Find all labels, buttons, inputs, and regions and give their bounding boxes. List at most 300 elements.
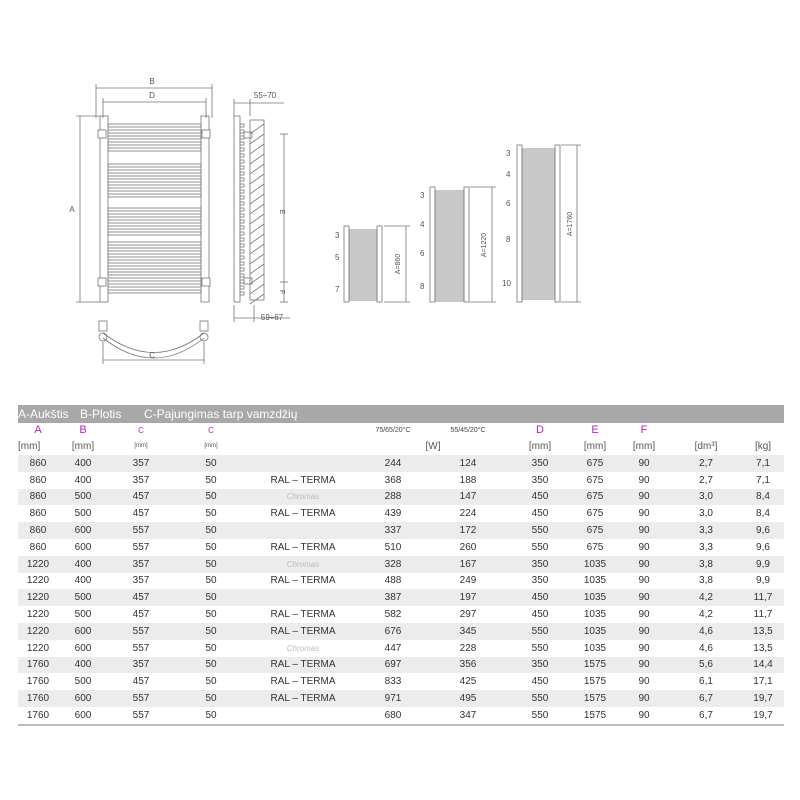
- wall-hatch-line: [250, 264, 264, 274]
- cell-power-55: 167: [428, 556, 508, 573]
- title-width: B-Plotis: [80, 407, 122, 421]
- cell-volume: 3,8: [670, 573, 742, 590]
- cell-connection: 557: [108, 690, 174, 707]
- cell-type: [248, 589, 358, 606]
- cell-c-value: 50: [174, 522, 248, 539]
- cell-height: 1220: [18, 640, 58, 657]
- cell-d: 550: [508, 522, 572, 539]
- cell-d: 350: [508, 556, 572, 573]
- cell-volume: 3,3: [670, 539, 742, 556]
- radiator-bar: [108, 124, 201, 127]
- cell-weight: 8,4: [742, 489, 784, 506]
- radiator-bar: [240, 274, 244, 277]
- cell-type: RAL – TERMA: [248, 573, 358, 590]
- cell-width: 600: [58, 690, 108, 707]
- v1760-mark-3: 3: [506, 149, 511, 158]
- cell-width: 400: [58, 455, 108, 472]
- front-view: [76, 84, 212, 364]
- cell-weight: 13,5: [742, 640, 784, 657]
- cell-e: 1035: [572, 556, 618, 573]
- cell-connection: 357: [108, 472, 174, 489]
- cell-power-75: 288: [358, 489, 428, 506]
- table-row: [18, 556, 784, 573]
- radiator-bar: [240, 142, 244, 145]
- header-c2: C: [208, 425, 214, 435]
- cell-weight: 9,6: [742, 522, 784, 539]
- cell-connection: 457: [108, 673, 174, 690]
- cell-height: 1220: [18, 623, 58, 640]
- cell-height: 1220: [18, 573, 58, 590]
- cell-weight: 11,7: [742, 589, 784, 606]
- wall-hatch-line: [250, 284, 264, 294]
- cell-type: Chromas: [248, 556, 358, 573]
- cell-volume: 2,7: [670, 472, 742, 489]
- radiator-bar: [522, 277, 555, 279]
- radiator-bar: [108, 248, 201, 251]
- cell-height: 1760: [18, 657, 58, 674]
- table-row: [18, 640, 784, 657]
- cell-power-55: 297: [428, 606, 508, 623]
- wall-hatch-line: [250, 214, 264, 224]
- cell-width: 600: [58, 640, 108, 657]
- cell-f: 90: [618, 623, 670, 640]
- cell-f: 90: [618, 455, 670, 472]
- cell-power-55: 495: [428, 690, 508, 707]
- radiator-bar: [240, 286, 244, 289]
- title-height: A-Aukštis: [18, 407, 69, 421]
- radiator-bar: [240, 232, 244, 235]
- cell-d: 450: [508, 673, 572, 690]
- radiator-bar: [240, 178, 244, 181]
- cell-height: 1760: [18, 707, 58, 724]
- cell-connection: 557: [108, 707, 174, 724]
- radiator-bar: [522, 269, 555, 271]
- radiator-bar: [435, 279, 464, 281]
- label-a: A: [69, 205, 75, 214]
- unit-w: [W]: [425, 440, 441, 452]
- cell-f: 90: [618, 589, 670, 606]
- radiator-bar: [522, 173, 555, 175]
- radiator-bar: [435, 243, 464, 245]
- cell-connection: 457: [108, 589, 174, 606]
- radiator-bar: [108, 188, 201, 191]
- cell-d: 350: [508, 573, 572, 590]
- cell-f: 90: [618, 522, 670, 539]
- radiator-bar: [349, 262, 377, 264]
- cell-volume: 6,7: [670, 690, 742, 707]
- radiator-bar: [240, 292, 244, 295]
- cell-volume: 4,6: [670, 640, 742, 657]
- v860-mark-3: 3: [335, 231, 340, 240]
- radiator-bar: [522, 261, 555, 263]
- cell-power-75: 833: [358, 673, 428, 690]
- cell-e: 1575: [572, 707, 618, 724]
- radiator-bar: [522, 161, 555, 163]
- cell-d: 350: [508, 472, 572, 489]
- cell-width: 500: [58, 505, 108, 522]
- cell-power-55: 347: [428, 707, 508, 724]
- cell-weight: 11,7: [742, 606, 784, 623]
- radiator-bar: [522, 149, 555, 151]
- radiator-bar: [522, 233, 555, 235]
- radiator-bar: [522, 185, 555, 187]
- radiator-bar: [349, 258, 377, 260]
- radiator-bar: [240, 226, 244, 229]
- radiator-bar: [349, 266, 377, 268]
- cell-d: 550: [508, 539, 572, 556]
- cell-connection: 357: [108, 657, 174, 674]
- radiator-bar: [349, 282, 377, 284]
- radiator-bar: [108, 208, 201, 211]
- cell-power-55: 224: [428, 505, 508, 522]
- cell-power-75: 439: [358, 505, 428, 522]
- cell-width: 400: [58, 556, 108, 573]
- radiator-bar: [435, 191, 464, 193]
- radiator-bar: [435, 251, 464, 253]
- cell-d: 450: [508, 489, 572, 506]
- cell-e: 1035: [572, 606, 618, 623]
- radiator-bar: [522, 249, 555, 251]
- cell-type: RAL – TERMA: [248, 539, 358, 556]
- cell-type: RAL – TERMA: [248, 673, 358, 690]
- cell-e: 1035: [572, 573, 618, 590]
- radiator-bar: [522, 293, 555, 295]
- cell-connection: 557: [108, 623, 174, 640]
- radiator-bar: [240, 238, 244, 241]
- table-row: [18, 573, 784, 590]
- header-v: [670, 423, 742, 437]
- cell-width: 500: [58, 589, 108, 606]
- radiator-bar: [349, 238, 377, 240]
- cell-weight: 14,4: [742, 657, 784, 674]
- wall-hatch-line: [250, 144, 264, 154]
- cell-height: 1220: [18, 606, 58, 623]
- spec-table: [18, 405, 784, 726]
- radiator-bar: [349, 278, 377, 280]
- cell-c-value: 50: [174, 556, 248, 573]
- cell-power-75: 337: [358, 522, 428, 539]
- cell-height: 860: [18, 489, 58, 506]
- cell-width: 500: [58, 673, 108, 690]
- radiator-bar: [435, 211, 464, 213]
- radiator-bar: [240, 130, 244, 133]
- unit-d: [mm]: [528, 440, 552, 452]
- radiator-bar: [108, 232, 201, 235]
- unit-c1: [mm]: [134, 443, 148, 449]
- table-row: [18, 690, 784, 707]
- cell-c-value: 50: [174, 640, 248, 657]
- radiator-bar: [435, 283, 464, 285]
- label-c: C: [149, 351, 155, 360]
- v1760-mark-4: 4: [506, 170, 511, 179]
- radiator-bar: [522, 157, 555, 159]
- wall-hatch-line: [250, 234, 264, 244]
- cell-c-value: 50: [174, 505, 248, 522]
- cell-weight: 9,9: [742, 573, 784, 590]
- wall-hatch-line: [250, 244, 264, 254]
- cell-e: 675: [572, 455, 618, 472]
- cell-type: RAL – TERMA: [248, 505, 358, 522]
- cell-c-value: 50: [174, 657, 248, 674]
- radiator-bar: [240, 160, 244, 163]
- radiator-bar: [522, 177, 555, 179]
- cell-d: 450: [508, 505, 572, 522]
- table-row: [18, 673, 784, 690]
- cell-power-75: 680: [358, 707, 428, 724]
- v1220-mark-6: 6: [420, 249, 425, 258]
- label-d: D: [149, 91, 155, 100]
- cell-power-55: 356: [428, 657, 508, 674]
- radiator-bar: [435, 219, 464, 221]
- cell-height: 860: [18, 472, 58, 489]
- radiator-bar: [108, 148, 201, 151]
- radiator-bar: [435, 223, 464, 225]
- cell-e: 675: [572, 505, 618, 522]
- wall-hatch-line: [250, 294, 264, 304]
- cell-height: 860: [18, 522, 58, 539]
- radiator-bar: [349, 290, 377, 292]
- table-row: [18, 589, 784, 606]
- unit-v: [dm³]: [694, 440, 718, 452]
- radiator-bar: [240, 148, 244, 151]
- radiator-bar: [435, 207, 464, 209]
- radiator-bar: [240, 280, 244, 283]
- cell-volume: 3,8: [670, 556, 742, 573]
- cell-power-55: 172: [428, 522, 508, 539]
- header-e: E: [591, 424, 599, 436]
- cell-height: 1760: [18, 690, 58, 707]
- cell-weight: 7,1: [742, 472, 784, 489]
- radiator-bar: [522, 205, 555, 207]
- cell-power-75: 676: [358, 623, 428, 640]
- label-f: F: [278, 289, 285, 295]
- v1220-height: A=1220: [481, 232, 488, 258]
- cell-power-75: 582: [358, 606, 428, 623]
- wall-hatch-line: [250, 154, 264, 164]
- cell-f: 90: [618, 673, 670, 690]
- radiator-bar: [522, 153, 555, 155]
- cell-type: RAL – TERMA: [248, 606, 358, 623]
- cell-type: RAL – TERMA: [248, 657, 358, 674]
- radiator-bar: [435, 263, 464, 265]
- cell-type: RAL – TERMA: [248, 472, 358, 489]
- cell-width: 600: [58, 707, 108, 724]
- v860-mark-5: 5: [335, 253, 340, 262]
- cell-connection: 457: [108, 606, 174, 623]
- spec-data-table: [18, 423, 784, 724]
- cell-connection: 557: [108, 539, 174, 556]
- cell-weight: 9,9: [742, 556, 784, 573]
- cell-f: 90: [618, 657, 670, 674]
- cell-power-55: 260: [428, 539, 508, 556]
- cell-height: 1760: [18, 673, 58, 690]
- table-row: [18, 606, 784, 623]
- radiator-bar: [522, 245, 555, 247]
- v1760-mark-8: 8: [506, 235, 511, 244]
- cell-c-value: 50: [174, 589, 248, 606]
- cell-weight: 7,1: [742, 455, 784, 472]
- cell-weight: 8,4: [742, 505, 784, 522]
- radiator-bar: [522, 201, 555, 203]
- cell-d: 550: [508, 623, 572, 640]
- cell-c-value: 50: [174, 489, 248, 506]
- radiator-bar: [108, 278, 201, 281]
- cell-e: 675: [572, 539, 618, 556]
- table-row: [18, 657, 784, 674]
- cell-width: 600: [58, 539, 108, 556]
- v860-mark-7: 7: [335, 285, 340, 294]
- radiator-bar: [349, 254, 377, 256]
- radiator-bar: [435, 203, 464, 205]
- cell-type: Chromas: [248, 640, 358, 657]
- radiator-bar: [240, 214, 244, 217]
- wall-hatch-line: [250, 194, 264, 204]
- radiator-bar: [240, 244, 244, 247]
- v1220-mark-8: 8: [420, 282, 425, 291]
- cell-f: 90: [618, 606, 670, 623]
- cell-height: 860: [18, 539, 58, 556]
- radiator-bar: [522, 181, 555, 183]
- cell-height: 860: [18, 455, 58, 472]
- cell-power-55: 197: [428, 589, 508, 606]
- cell-width: 400: [58, 472, 108, 489]
- cell-power-75: 510: [358, 539, 428, 556]
- cell-power-55: 147: [428, 489, 508, 506]
- cell-weight: 19,7: [742, 690, 784, 707]
- table-row: [18, 472, 784, 489]
- cell-f: 90: [618, 640, 670, 657]
- cell-f: 90: [618, 539, 670, 556]
- cell-d: 350: [508, 657, 572, 674]
- unit-kg: [kg]: [754, 440, 772, 452]
- cell-e: 1575: [572, 657, 618, 674]
- wall-hatch-line: [250, 204, 264, 214]
- wall-hatch-line: [250, 164, 264, 174]
- cell-connection: 357: [108, 573, 174, 590]
- radiator-bar: [435, 287, 464, 289]
- cell-c-value: 50: [174, 690, 248, 707]
- cell-power-55: 249: [428, 573, 508, 590]
- radiator-bar: [240, 202, 244, 205]
- cell-volume: 6,7: [670, 707, 742, 724]
- cell-width: 600: [58, 623, 108, 640]
- radiator-bar: [435, 255, 464, 257]
- title-connection: C-Pajungimas tarp vamzdžių: [144, 407, 298, 421]
- cell-type: RAL – TERMA: [248, 623, 358, 640]
- cell-volume: 4,6: [670, 623, 742, 640]
- table-row: [18, 623, 784, 640]
- cell-power-75: 368: [358, 472, 428, 489]
- radiator-bar: [240, 250, 244, 253]
- radiator-bar: [108, 254, 201, 257]
- radiator-bar: [240, 190, 244, 193]
- radiator-bar: [349, 250, 377, 252]
- radiator-bar: [435, 239, 464, 241]
- radiator-bar: [240, 256, 244, 259]
- radiator-bar: [522, 297, 555, 299]
- cell-d: 450: [508, 606, 572, 623]
- v1220-mark-3: 3: [420, 191, 425, 200]
- radiator-bar: [240, 136, 244, 139]
- header-type: [248, 423, 358, 437]
- radiator-bar: [522, 165, 555, 167]
- cell-width: 400: [58, 573, 108, 590]
- cell-power-75: 488: [358, 573, 428, 590]
- cell-type: [248, 455, 358, 472]
- cell-width: 500: [58, 606, 108, 623]
- table-row: [18, 522, 784, 539]
- cell-power-55: 188: [428, 472, 508, 489]
- unit-f: [mm]: [632, 440, 656, 452]
- v1220-mark-4: 4: [420, 220, 425, 229]
- radiator-bar: [108, 290, 201, 293]
- radiator-bar: [349, 294, 377, 296]
- cell-c-value: 50: [174, 707, 248, 724]
- cell-e: 1575: [572, 690, 618, 707]
- radiator-bar: [435, 271, 464, 273]
- table-row: [18, 539, 784, 556]
- cell-f: 90: [618, 505, 670, 522]
- header-b: B: [79, 424, 87, 436]
- cell-e: 1035: [572, 589, 618, 606]
- cell-connection: 457: [108, 505, 174, 522]
- radiator-bar: [522, 229, 555, 231]
- unit-b: [mm]: [71, 440, 95, 452]
- cell-f: 90: [618, 556, 670, 573]
- cell-power-55: 228: [428, 640, 508, 657]
- radiator-bar: [435, 231, 464, 233]
- cell-d: 350: [508, 455, 572, 472]
- radiator-bar: [435, 291, 464, 293]
- radiator-bar: [349, 270, 377, 272]
- radiator-bar: [522, 237, 555, 239]
- radiator-bar: [435, 267, 464, 269]
- radiator-bar: [522, 281, 555, 283]
- cell-type: Chromas: [248, 489, 358, 506]
- radiator-bar: [240, 196, 244, 199]
- radiator-bar: [240, 268, 244, 271]
- radiator-bar: [108, 272, 201, 275]
- radiator-bar: [435, 275, 464, 277]
- header-row: [18, 423, 784, 437]
- radiator-bar: [522, 257, 555, 259]
- cell-volume: 3,0: [670, 489, 742, 506]
- cell-connection: 357: [108, 455, 174, 472]
- table-title-bar: [18, 405, 784, 423]
- cell-height: 860: [18, 505, 58, 522]
- radiator-bar: [108, 194, 201, 197]
- label-b: B: [149, 77, 155, 86]
- table-row: [18, 505, 784, 522]
- radiator-bar: [240, 154, 244, 157]
- radiator-bar: [522, 169, 555, 171]
- radiator-bar: [349, 230, 377, 232]
- unit-e: [mm]: [583, 440, 607, 452]
- header-kg: [742, 423, 784, 437]
- radiator-bar: [435, 235, 464, 237]
- radiator-bar: [108, 242, 201, 245]
- cell-power-75: 244: [358, 455, 428, 472]
- cell-f: 90: [618, 690, 670, 707]
- radiator-bar: [240, 184, 244, 187]
- unit-type: [248, 437, 358, 455]
- cell-width: 500: [58, 489, 108, 506]
- unit-a: [mm]: [18, 440, 41, 452]
- cell-power-75: 387: [358, 589, 428, 606]
- radiator-bar: [108, 136, 201, 139]
- cell-e: 675: [572, 472, 618, 489]
- label-bottom-offset: 59÷67: [260, 313, 284, 322]
